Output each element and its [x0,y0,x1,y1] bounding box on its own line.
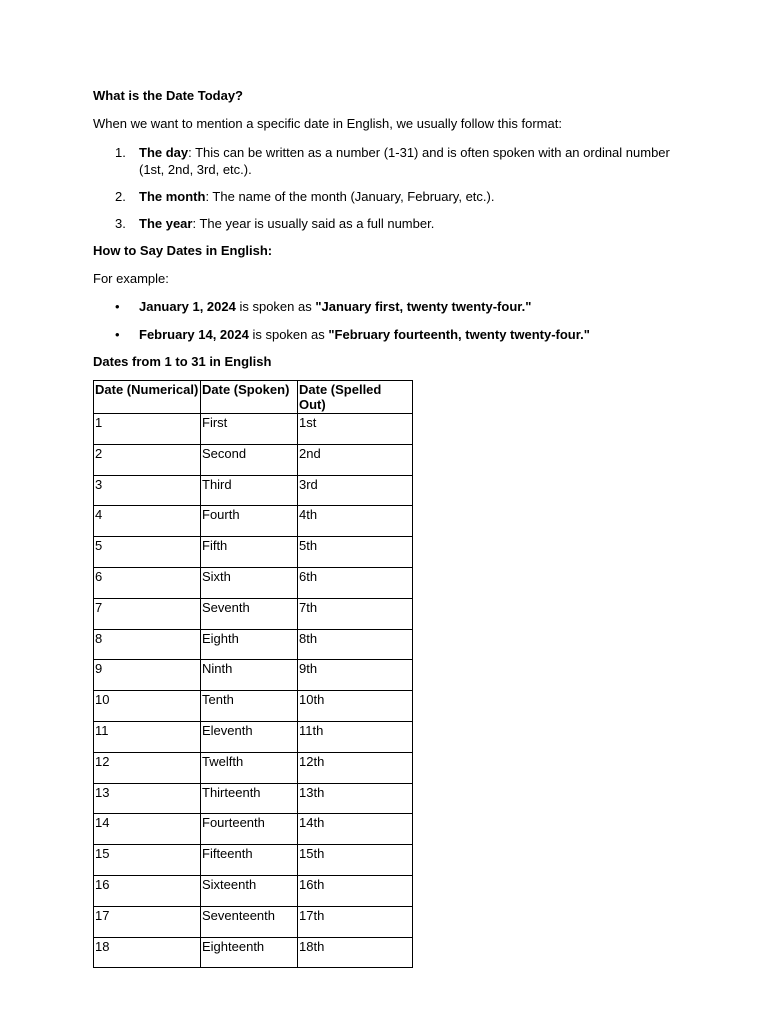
cell-numerical: 17 [94,906,201,937]
cell-spelled-out: 4th [298,506,413,537]
table-row [94,444,413,475]
cell-spelled-out: 15th [298,845,413,876]
cell-spoken: Seventeenth [201,906,298,937]
cell-spelled-out: 12th [298,752,413,783]
cell-spelled-out: 10th [298,691,413,722]
bullet-icon: • [115,299,120,314]
cell-spoken: Twelfth [201,752,298,783]
how-to-say-heading: How to Say Dates in English: [93,243,273,258]
cell-numerical: 3 [94,475,201,506]
for-example-label: For example: [93,271,169,286]
format-item-term: The month [139,189,206,204]
cell-spoken: Third [201,475,298,506]
table-row [94,937,413,968]
table-row [94,814,413,845]
cell-numerical: 10 [94,691,201,722]
cell-numerical: 9 [94,660,201,691]
table-header-row [94,381,413,414]
cell-spoken: First [201,414,298,445]
table-row [94,783,413,814]
header-numerical: Date (Numerical) [94,381,201,414]
intro-paragraph: When we want to mention a specific date in English, we usually follow this format: [93,116,562,131]
cell-spoken: Fourth [201,506,298,537]
cell-spelled-out: 11th [298,721,413,752]
cell-spelled-out: 17th [298,906,413,937]
cell-spelled-out: 16th [298,875,413,906]
examples-list [93,299,683,343]
table-row [94,691,413,722]
table-row [94,475,413,506]
table-row [94,414,413,445]
bullet-icon: • [115,327,120,342]
cell-spoken: Eleventh [201,721,298,752]
cell-spoken: Fourteenth [201,814,298,845]
cell-spoken: Thirteenth [201,783,298,814]
table-row [94,906,413,937]
header-spoken: Date (Spoken) [201,381,298,414]
cell-spoken: Tenth [201,691,298,722]
example-spoken: "February fourteenth, twenty twenty-four." [328,327,590,342]
cell-numerical: 2 [94,444,201,475]
cell-spoken: Sixteenth [201,875,298,906]
cell-spoken: Second [201,444,298,475]
cell-spelled-out: 3rd [298,475,413,506]
table-row [94,598,413,629]
format-item-year [93,215,683,232]
cell-spoken: Eighth [201,629,298,660]
example-connector: is spoken as [248,327,329,342]
cell-spelled-out: 13th [298,783,413,814]
format-item-text: : This can be written as a number (1-31) and is often spoken with an ordinal number (1st, 2nd, 3rd, etc.). [139,145,670,177]
format-item-term: The year [139,216,193,231]
cell-numerical: 12 [94,752,201,783]
table-row [94,875,413,906]
table-row [94,629,413,660]
cell-spoken: Fifteenth [201,845,298,876]
format-item-day [93,144,683,178]
dates-table [93,380,413,968]
cell-spelled-out: 1st [298,414,413,445]
cell-numerical: 13 [94,783,201,814]
table-row [94,721,413,752]
example-spoken: "January first, twenty twenty-four." [315,299,532,314]
document-page [93,88,683,968]
cell-numerical: 5 [94,537,201,568]
format-item-number: 1. [115,145,126,160]
format-item-month [93,188,683,205]
table-row [94,506,413,537]
cell-spelled-out: 6th [298,567,413,598]
example-date: February 14, 2024 [139,327,249,342]
table-row [94,567,413,598]
table-row [94,845,413,876]
format-item-text: : The name of the month (January, February, etc.). [205,189,495,204]
cell-numerical: 15 [94,845,201,876]
table-heading: Dates from 1 to 31 in English [93,354,272,369]
cell-spelled-out: 2nd [298,444,413,475]
cell-numerical: 7 [94,598,201,629]
cell-spelled-out: 9th [298,660,413,691]
table-row [94,537,413,568]
example-item [93,327,683,343]
header-spelled-out: Date (Spelled Out) [298,381,413,414]
cell-numerical: 14 [94,814,201,845]
example-item [93,299,683,315]
cell-numerical: 11 [94,721,201,752]
cell-numerical: 16 [94,875,201,906]
table-row [94,752,413,783]
cell-spoken: Eighteenth [201,937,298,968]
cell-numerical: 1 [94,414,201,445]
cell-spelled-out: 8th [298,629,413,660]
cell-spoken: Ninth [201,660,298,691]
cell-numerical: 4 [94,506,201,537]
cell-numerical: 6 [94,567,201,598]
cell-numerical: 18 [94,937,201,968]
cell-numerical: 8 [94,629,201,660]
format-item-term: The day [139,145,189,160]
cell-spoken: Seventh [201,598,298,629]
cell-spelled-out: 7th [298,598,413,629]
table-row [94,660,413,691]
example-connector: is spoken as [235,299,316,314]
format-item-number: 3. [115,216,126,231]
cell-spelled-out: 18th [298,937,413,968]
cell-spoken: Sixth [201,567,298,598]
format-item-text: : The year is usually said as a full number. [192,216,435,231]
cell-spoken: Fifth [201,537,298,568]
cell-spelled-out: 14th [298,814,413,845]
format-item-number: 2. [115,189,126,204]
page-title: What is the Date Today? [93,88,243,103]
cell-spelled-out: 5th [298,537,413,568]
format-list [93,144,683,232]
example-date: January 1, 2024 [139,299,236,314]
